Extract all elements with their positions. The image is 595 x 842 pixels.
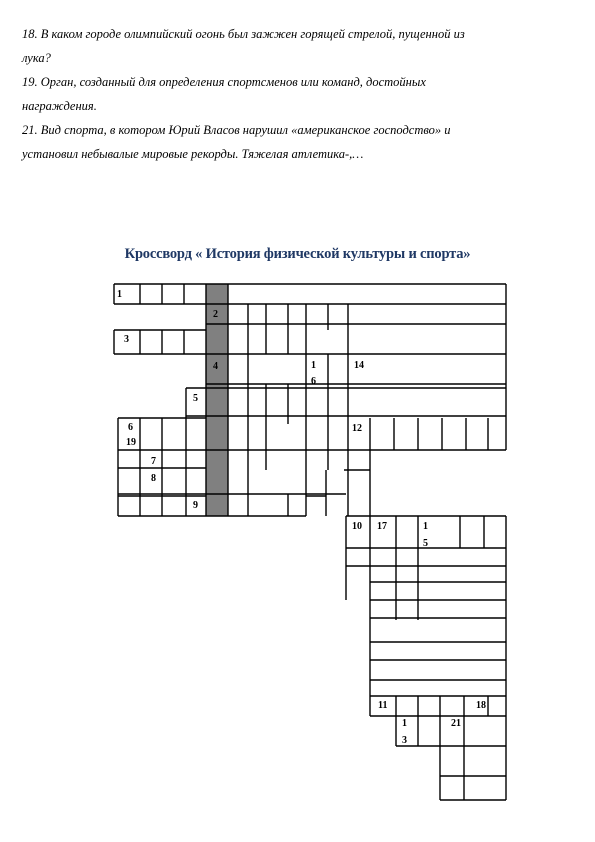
clue-number-17: 17: [377, 521, 387, 532]
clue-number-9: 9: [193, 500, 198, 511]
clue-number-3: 3: [124, 334, 129, 345]
clue-number-14: 14: [354, 360, 364, 371]
question-21-line2: установил небывалые мировые рекорды. Тяжелая атлетика-,…: [22, 147, 364, 161]
clue-number-1: 1: [423, 521, 428, 532]
question-21-line1: 21. Вид спорта, в котором Юрий Власов нарушил «американское господство» и: [22, 123, 451, 137]
clue-number-10: 10: [352, 521, 362, 532]
clue-number-1: 1: [311, 360, 316, 371]
clue-number-19: 19: [126, 437, 136, 448]
clue-number-6: 6: [128, 422, 133, 433]
question-19-line2: награждения.: [22, 99, 97, 113]
clue-number-5: 5: [193, 393, 198, 404]
clue-number-8: 8: [151, 473, 156, 484]
question-18-line2: лука?: [22, 51, 51, 65]
clue-number-5: 5: [423, 538, 428, 549]
clue-number-4: 4: [213, 361, 218, 372]
clue-number-7: 7: [151, 456, 156, 467]
clue-number-2: 2: [213, 309, 218, 320]
question-19-line1: 19. Орган, созданный для определения спортсменов или команд, достойных: [22, 75, 426, 89]
clue-number-18: 18: [476, 700, 486, 711]
question-18-line1: 18. В каком городе олимпийский огонь был зажжен горящей стрелой, пущенной из: [22, 27, 465, 41]
clue-number-12: 12: [352, 423, 362, 434]
clue-number-6: 6: [311, 376, 316, 387]
clue-number-11: 11: [378, 700, 388, 711]
clue-number-3: 3: [402, 735, 407, 746]
clue-number-1: 1: [402, 718, 407, 729]
clue-number-1: 1: [117, 289, 122, 300]
crossword-title: Кроссворд « История физической культуры и спорта»: [124, 246, 471, 262]
clue-number-21: 21: [451, 718, 461, 729]
